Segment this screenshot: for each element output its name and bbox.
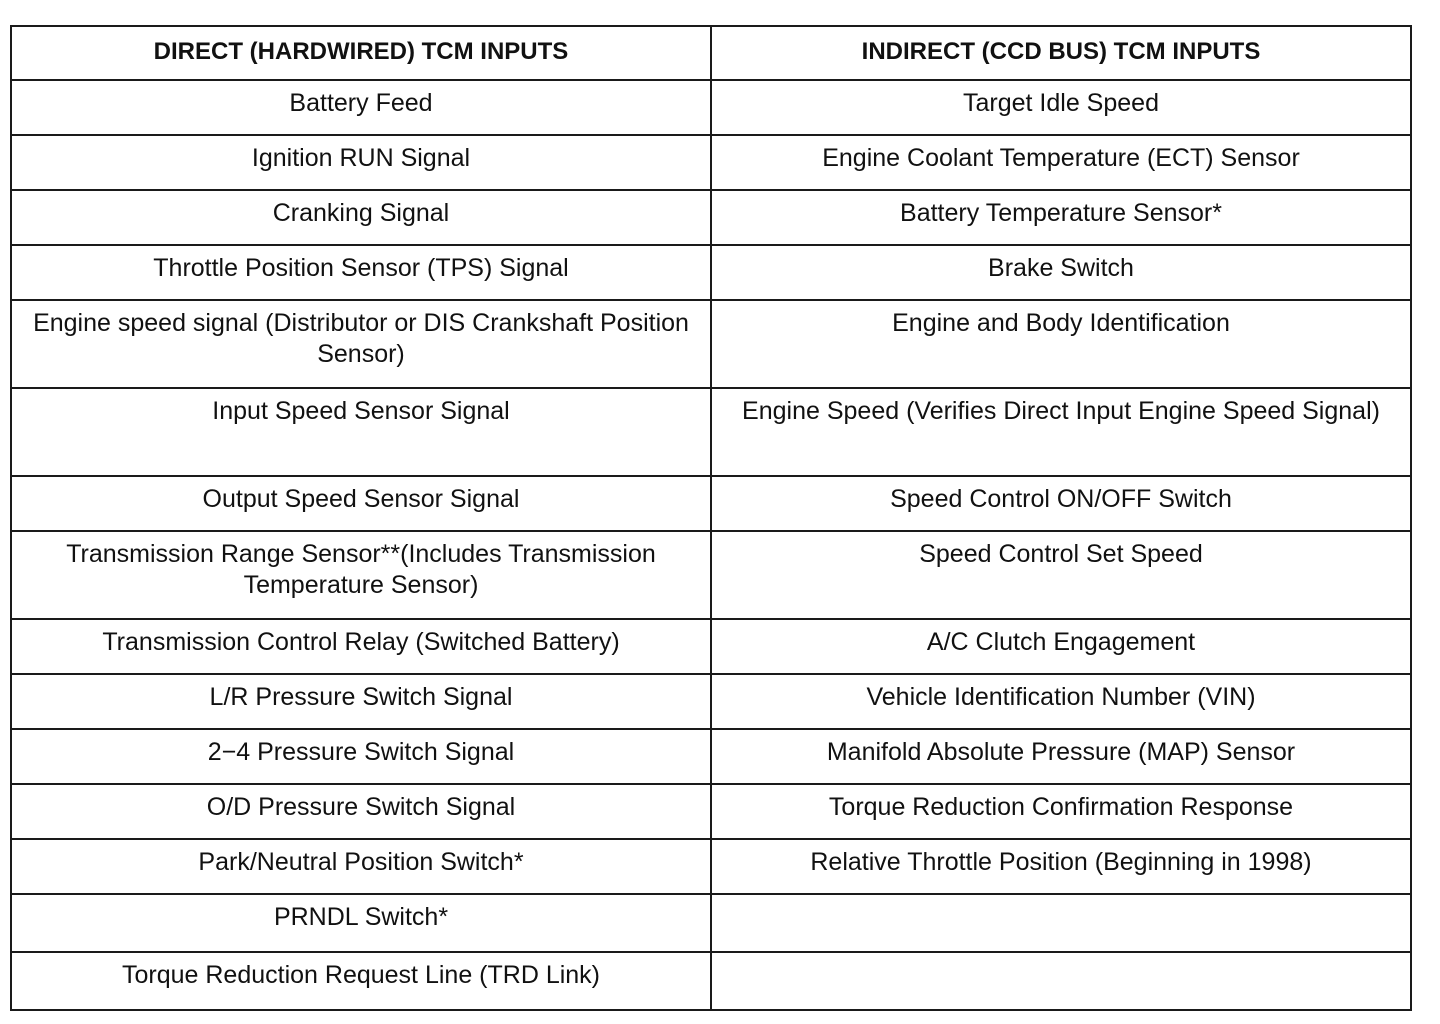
table-row bbox=[11, 388, 1411, 476]
column-header-direct: DIRECT (HARDWIRED) TCM INPUTS bbox=[11, 26, 711, 80]
indirect-input-cell bbox=[711, 894, 1411, 952]
tcm-inputs-table bbox=[10, 25, 1412, 1011]
direct-input-cell: Transmission Control Relay (Switched Battery) bbox=[11, 619, 711, 674]
direct-input-cell: Torque Reduction Request Line (TRD Link) bbox=[11, 952, 711, 1010]
table-row bbox=[11, 729, 1411, 784]
table-row bbox=[11, 476, 1411, 531]
table-row bbox=[11, 952, 1411, 1010]
indirect-input-cell: Speed Control ON/OFF Switch bbox=[711, 476, 1411, 531]
indirect-input-cell: Speed Control Set Speed bbox=[711, 531, 1411, 619]
direct-input-cell: Engine speed signal (Distributor or DIS Crankshaft Position Sensor) bbox=[11, 300, 711, 388]
indirect-input-cell: Relative Throttle Position (Beginning in 1998) bbox=[711, 839, 1411, 894]
table-row bbox=[11, 674, 1411, 729]
indirect-input-cell: Vehicle Identification Number (VIN) bbox=[711, 674, 1411, 729]
indirect-input-cell: Manifold Absolute Pressure (MAP) Sensor bbox=[711, 729, 1411, 784]
table-row bbox=[11, 245, 1411, 300]
indirect-input-cell: Engine and Body Identification bbox=[711, 300, 1411, 388]
indirect-input-cell: Engine Speed (Verifies Direct Input Engine Speed Signal) bbox=[711, 388, 1411, 476]
indirect-input-cell bbox=[711, 952, 1411, 1010]
direct-input-cell: O/D Pressure Switch Signal bbox=[11, 784, 711, 839]
table-row bbox=[11, 300, 1411, 388]
indirect-input-cell: A/C Clutch Engagement bbox=[711, 619, 1411, 674]
table-row bbox=[11, 619, 1411, 674]
direct-input-cell: Cranking Signal bbox=[11, 190, 711, 245]
table-row bbox=[11, 531, 1411, 619]
indirect-input-cell: Brake Switch bbox=[711, 245, 1411, 300]
direct-input-cell: Park/Neutral Position Switch* bbox=[11, 839, 711, 894]
table-row bbox=[11, 784, 1411, 839]
direct-input-cell: 2−4 Pressure Switch Signal bbox=[11, 729, 711, 784]
direct-input-cell: Input Speed Sensor Signal bbox=[11, 388, 711, 476]
table-row bbox=[11, 80, 1411, 135]
header-row bbox=[11, 26, 1411, 80]
indirect-input-cell: Target Idle Speed bbox=[711, 80, 1411, 135]
direct-input-cell: Transmission Range Sensor**(Includes Transmission Temperature Sensor) bbox=[11, 531, 711, 619]
indirect-input-cell: Engine Coolant Temperature (ECT) Sensor bbox=[711, 135, 1411, 190]
direct-input-cell: Output Speed Sensor Signal bbox=[11, 476, 711, 531]
direct-input-cell: Battery Feed bbox=[11, 80, 711, 135]
column-header-indirect: INDIRECT (CCD BUS) TCM INPUTS bbox=[711, 26, 1411, 80]
table-row bbox=[11, 190, 1411, 245]
direct-input-cell: L/R Pressure Switch Signal bbox=[11, 674, 711, 729]
table-row bbox=[11, 135, 1411, 190]
table-row bbox=[11, 894, 1411, 952]
direct-input-cell: Throttle Position Sensor (TPS) Signal bbox=[11, 245, 711, 300]
direct-input-cell: PRNDL Switch* bbox=[11, 894, 711, 952]
indirect-input-cell: Torque Reduction Confirmation Response bbox=[711, 784, 1411, 839]
table-row bbox=[11, 839, 1411, 894]
direct-input-cell: Ignition RUN Signal bbox=[11, 135, 711, 190]
indirect-input-cell: Battery Temperature Sensor* bbox=[711, 190, 1411, 245]
